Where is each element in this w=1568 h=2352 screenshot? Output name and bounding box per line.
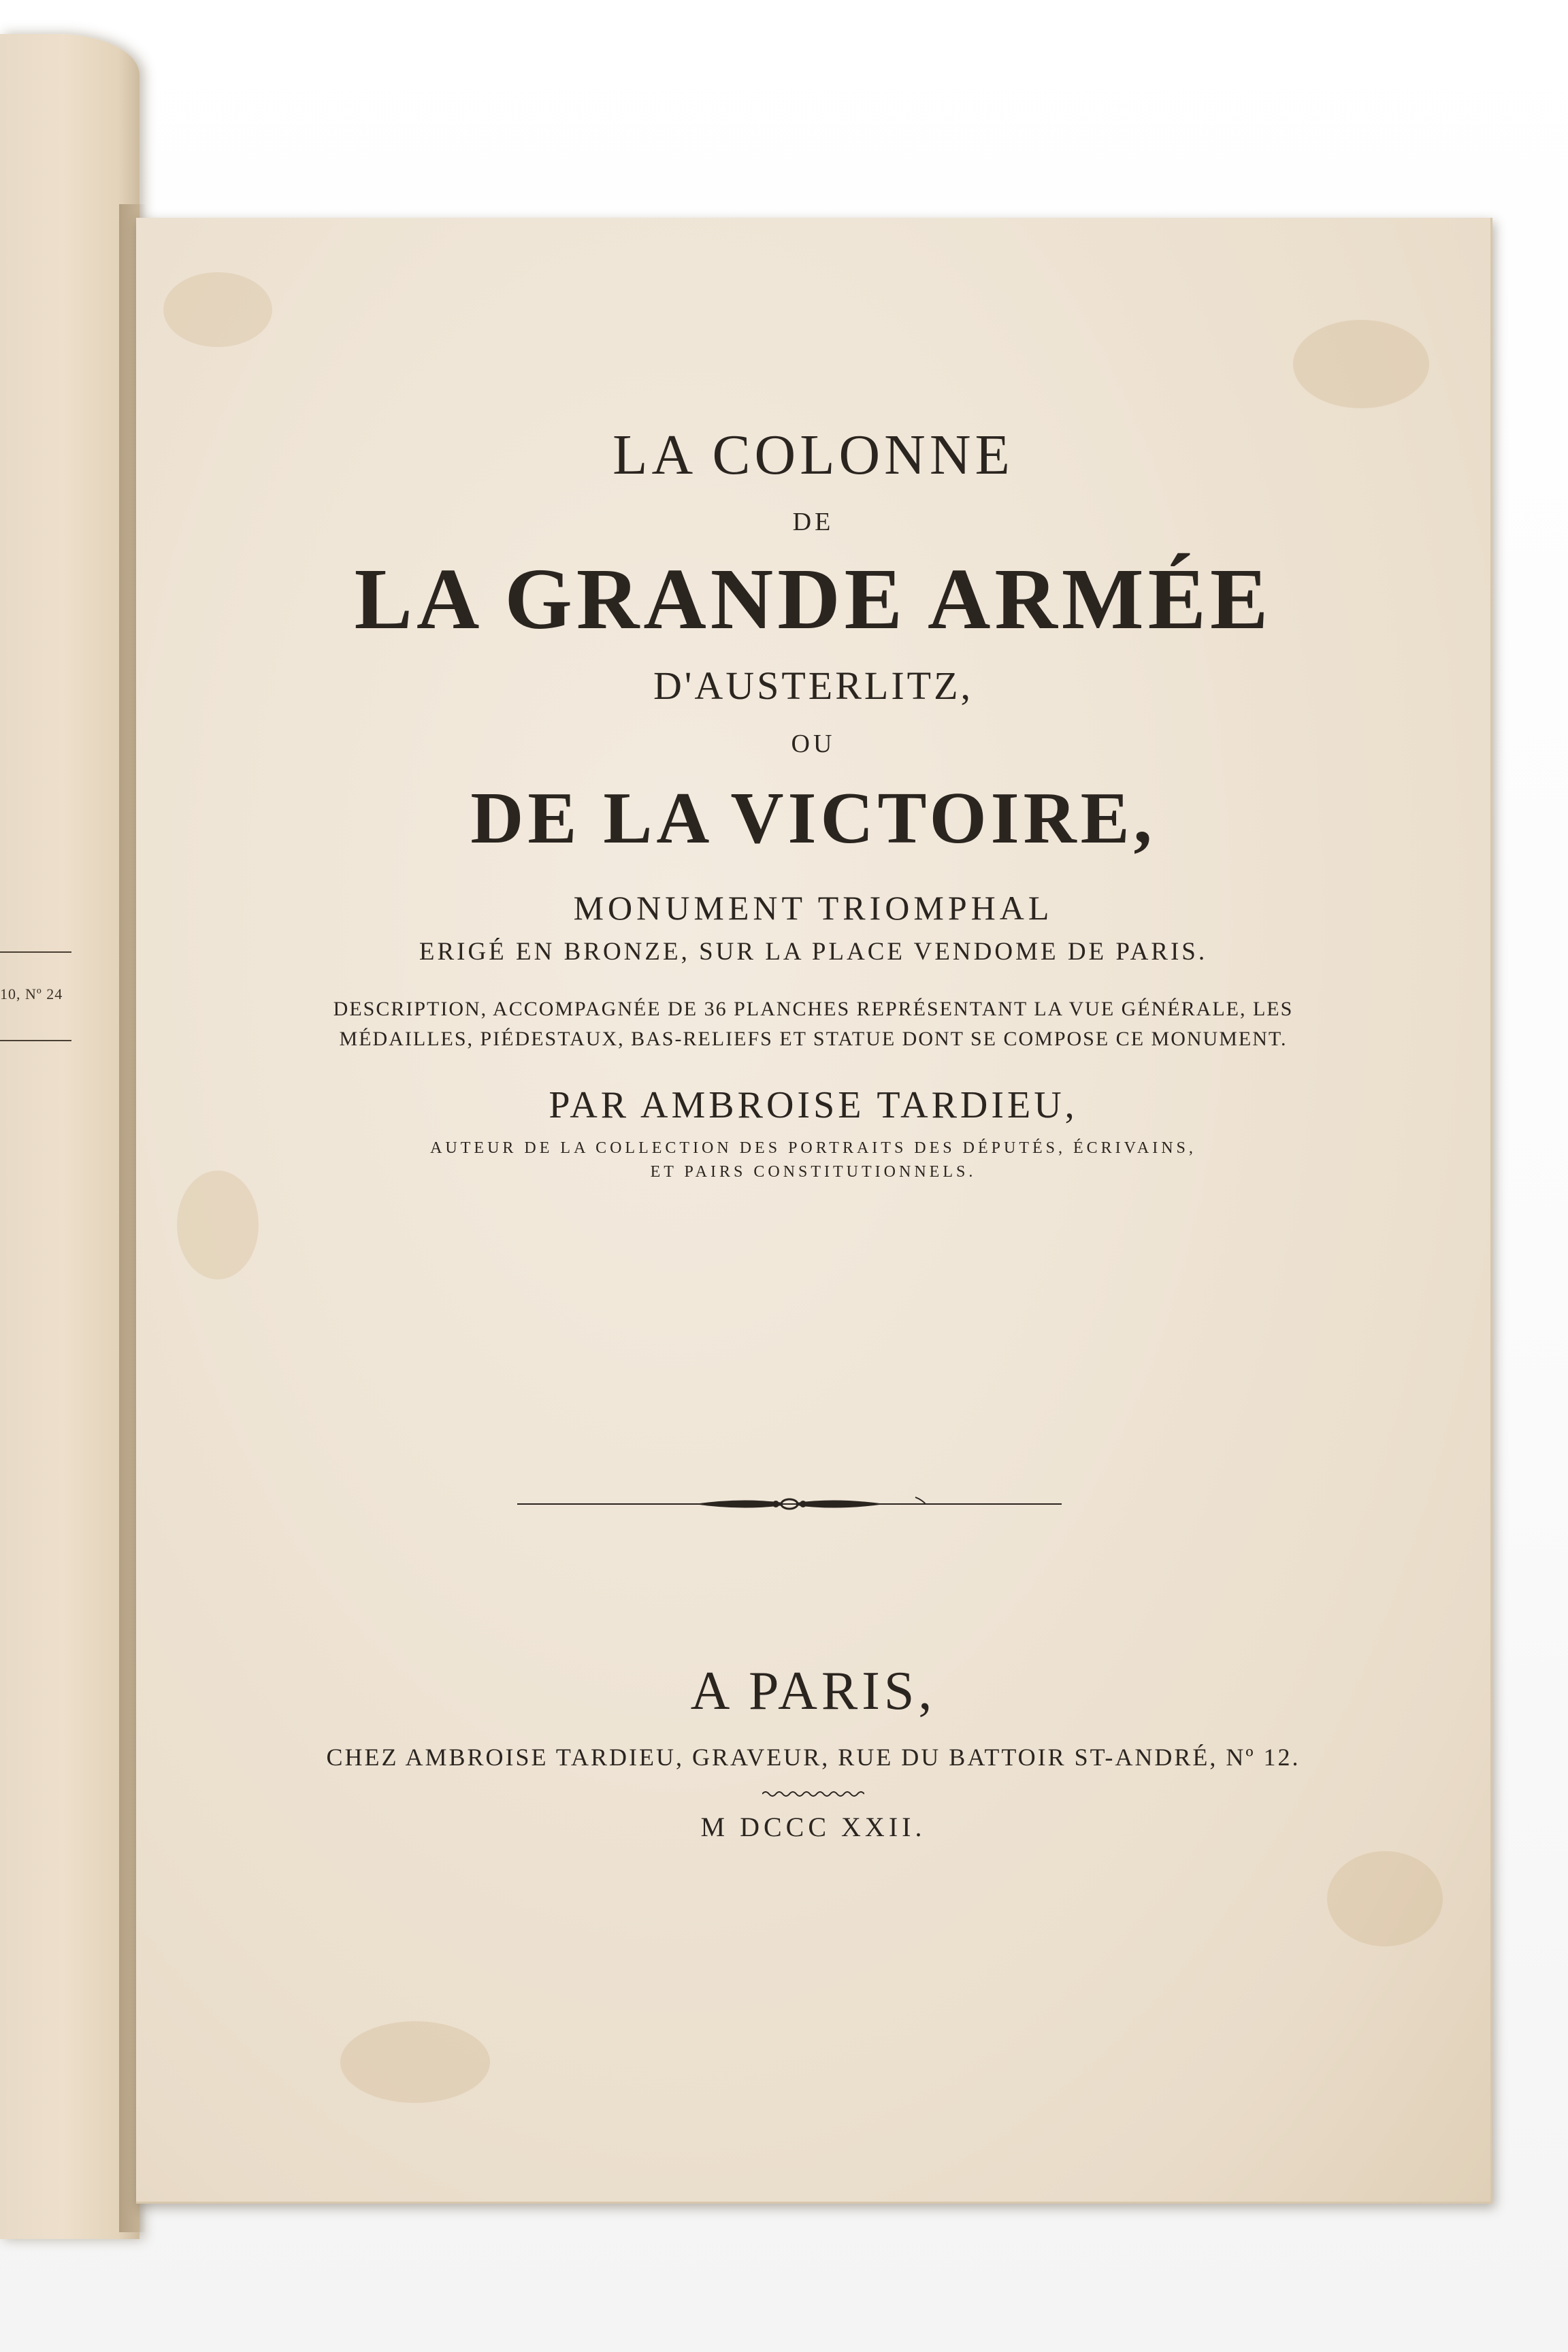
title-line-austerlitz: D'AUSTERLITZ,	[653, 664, 973, 708]
foxing-stain	[177, 1171, 259, 1279]
foxing-stain	[163, 272, 272, 347]
ornamental-rule	[517, 1484, 1062, 1524]
title-line-grande-armee: LA GRANDE ARMÉE	[354, 551, 1273, 647]
imprint-date: M DCCC XXII.	[700, 1812, 926, 1842]
title-line-de: DE	[792, 508, 834, 536]
foxing-stain	[340, 2021, 490, 2103]
title-line-victoire: DE LA VICTOIRE,	[470, 778, 1156, 859]
description-line-1: DESCRIPTION, ACCOMPAGNÉE DE 36 PLANCHES REPRÉSENTANT LA VUE GÉNÉRALE, LES	[333, 998, 1294, 1020]
description-line-2: MÉDAILLES, PIÉDESTAUX, BAS-RELIEFS ET STATUE DONT SE COMPOSE CE MONUMENT.	[339, 1028, 1288, 1050]
subtitle-monument: MONUMENT TRIOMPHAL	[573, 889, 1054, 927]
title-page	[136, 218, 1492, 2204]
left-page-text-fragment: 10, Nº 24	[0, 985, 63, 1002]
subtitle-erige: ERIGÉ EN BRONZE, SUR LA PLACE VENDOME DE PARIS.	[419, 938, 1208, 966]
left-page-rule-top	[0, 951, 71, 953]
imprint-city: A PARIS,	[690, 1661, 936, 1721]
imprint-block	[136, 1661, 1490, 1843]
title-line-colonne: LA COLONNE	[612, 423, 1014, 487]
wavy-rule	[762, 1789, 864, 1799]
foxing-stain	[1327, 1851, 1443, 1946]
author-credit-line-2: ET PAIRS CONSTITUTIONNELS.	[650, 1163, 977, 1181]
imprint-publisher: CHEZ AMBROISE TARDIEU, GRAVEUR, RUE DU BATTOIR ST-ANDRÉ, Nº 12.	[326, 1744, 1301, 1771]
left-page-rule-bottom	[0, 1040, 71, 1041]
title-block	[136, 422, 1490, 1181]
author-line: PAR AMBROISE TARDIEU,	[549, 1084, 1078, 1126]
author-credit-line-1: AUTEUR DE LA COLLECTION DES PORTRAITS DES DÉPUTÉS, ÉCRIVAINS,	[430, 1139, 1196, 1157]
title-line-ou: OU	[791, 730, 836, 758]
foxing-stain	[1293, 320, 1429, 408]
